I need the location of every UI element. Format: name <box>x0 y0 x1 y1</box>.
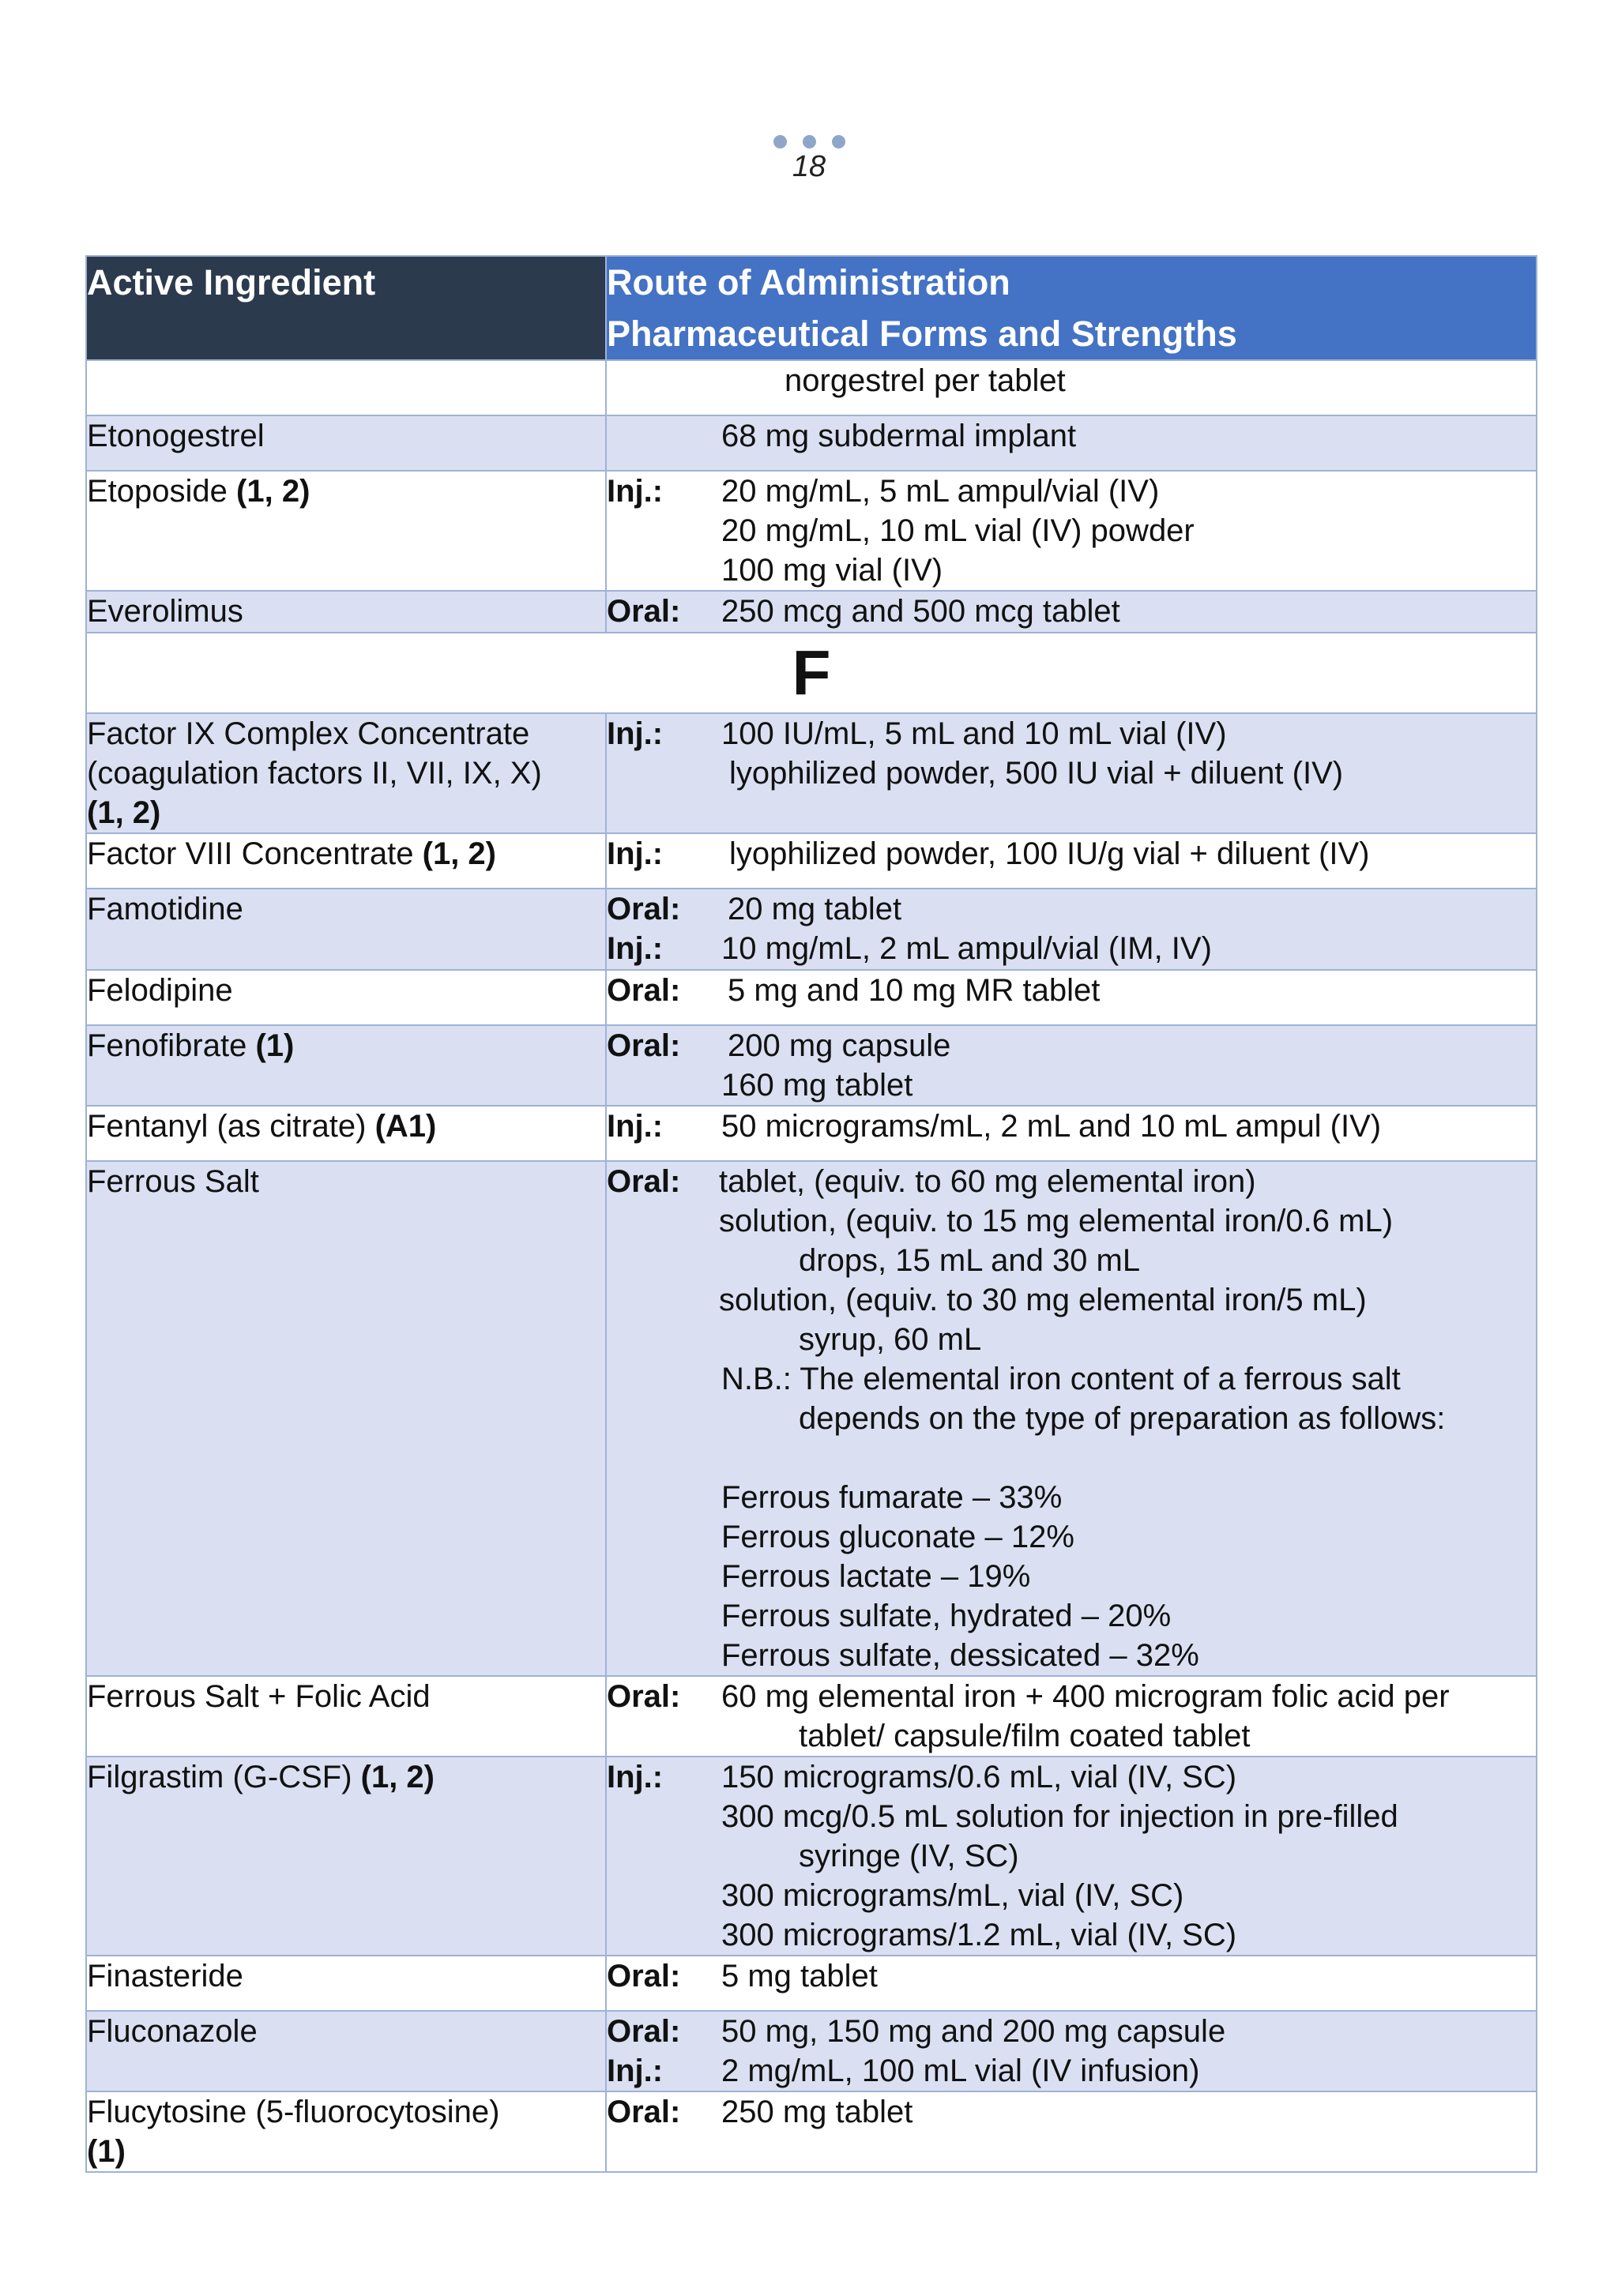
table-row <box>86 415 1537 471</box>
route-cell: Inj.: 50 micrograms/mL, 2 mL and 10 mL ampul (IV) <box>606 1106 1537 1161</box>
page-number: 18 <box>792 150 826 183</box>
ingredient-cell: Factor IX Complex Concentrate (coagulation factors II, VII, IX, X) (1, 2) <box>86 713 606 833</box>
table-row <box>86 1025 1537 1106</box>
route-cell: Oral: tablet, (equiv. to 60 mg elemental iron) solution, (equiv. to 15 mg elemental iron/0.6 mL) drops, 15 mL and 30 mL solution, (equiv. to 30 mg elemental iron/5 mL) syrup, 60 mL N.B.: The elemental iron content of a ferrous salt depends on the type of preparation as follows: Ferrous fumarate – 33% Ferrous gluconate – 12% Ferrous lactate – 19% Ferrous sulfate, hydrated – 20% Ferrous sulfate, dessicated – 32% <box>606 1161 1537 1676</box>
table-row <box>86 889 1537 970</box>
ingredient-cell: Factor VIII Concentrate (1, 2) <box>86 833 606 889</box>
table-row <box>86 591 1537 633</box>
section-row <box>86 633 1537 713</box>
header-active-ingredient: Active Ingredient <box>86 256 606 360</box>
ingredient-cell: Everolimus <box>86 591 606 633</box>
route-cell: norgestrel per tablet <box>606 360 1537 415</box>
ingredient-cell: Etonogestrel <box>86 415 606 471</box>
route-cell: Oral: 200 mg capsule 160 mg tablet <box>606 1025 1537 1106</box>
ingredient-cell: Fentanyl (as citrate) (A1) <box>86 1106 606 1161</box>
ingredient-cell: Flucytosine (5-fluorocytosine) (1) <box>86 2091 606 2172</box>
ingredient-cell: Ferrous Salt <box>86 1161 606 1676</box>
dot-icon <box>773 135 787 148</box>
route-cell: Inj.: lyophilized powder, 100 IU/g vial + diluent (IV) <box>606 833 1537 889</box>
route-cell: Oral: 5 mg tablet <box>606 1956 1537 2011</box>
table-row <box>86 1757 1537 1956</box>
ingredient-cell: Famotidine <box>86 889 606 970</box>
ingredient-cell: Fluconazole <box>86 2011 606 2091</box>
drug-table <box>85 255 1537 2173</box>
table-row <box>86 833 1537 889</box>
section-letter: F <box>86 633 1537 713</box>
table-row <box>86 2011 1537 2091</box>
ingredient-cell: Etoposide (1, 2) <box>86 471 606 591</box>
ingredient-cell: Fenofibrate (1) <box>86 1025 606 1106</box>
table-row <box>86 1106 1537 1161</box>
route-cell: Oral: 20 mg tablet Inj.: 10 mg/mL, 2 mL ampul/vial (IM, IV) <box>606 889 1537 970</box>
ingredient-cell: Felodipine <box>86 970 606 1025</box>
ingredient-cell: Finasteride <box>86 1956 606 2011</box>
table-row <box>86 970 1537 1025</box>
route-cell: Oral: 250 mcg and 500 mcg tablet <box>606 591 1537 633</box>
dot-icon <box>803 135 816 148</box>
route-cell: Oral: 5 mg and 10 mg MR tablet <box>606 970 1537 1025</box>
route-cell: Oral: 60 mg elemental iron + 400 microgram folic acid per tablet/ capsule/film coated tablet <box>606 1676 1537 1757</box>
route-cell: Inj.: 20 mg/mL, 5 mL ampul/vial (IV) 20 mg/mL, 10 mL vial (IV) powder 100 mg vial (IV) <box>606 471 1537 591</box>
ingredient-cell <box>86 360 606 415</box>
route-cell: Oral: 250 mg tablet <box>606 2091 1537 2172</box>
table-row <box>86 1676 1537 1757</box>
table-row <box>86 360 1537 415</box>
route-cell: 68 mg subdermal implant <box>606 415 1537 471</box>
table-row <box>86 1956 1537 2011</box>
dot-icon <box>832 135 845 148</box>
route-cell: Inj.: 150 micrograms/0.6 mL, vial (IV, SC) 300 mcg/0.5 mL solution for injection in pre-filled syringe (IV, SC) 300 micrograms/mL, vial (IV, SC) 300 micrograms/1.2 mL, vial (IV, SC) <box>606 1757 1537 1956</box>
table-header-row <box>86 256 1537 360</box>
table-row <box>86 713 1537 833</box>
route-cell: Inj.: 100 IU/mL, 5 mL and 10 mL vial (IV) lyophilized powder, 500 IU vial + diluent (IV) <box>606 713 1537 833</box>
table-row <box>86 471 1537 591</box>
route-cell: Oral: 50 mg, 150 mg and 200 mg capsule Inj.: 2 mg/mL, 100 mL vial (IV infusion) <box>606 2011 1537 2091</box>
table-row <box>86 1161 1537 1676</box>
table-row <box>86 2091 1537 2172</box>
ingredient-cell: Filgrastim (G-CSF) (1, 2) <box>86 1757 606 1956</box>
header-route-forms: Route of Administration Pharmaceutical Forms and Strengths <box>606 256 1537 360</box>
ingredient-cell: Ferrous Salt + Folic Acid <box>86 1676 606 1757</box>
